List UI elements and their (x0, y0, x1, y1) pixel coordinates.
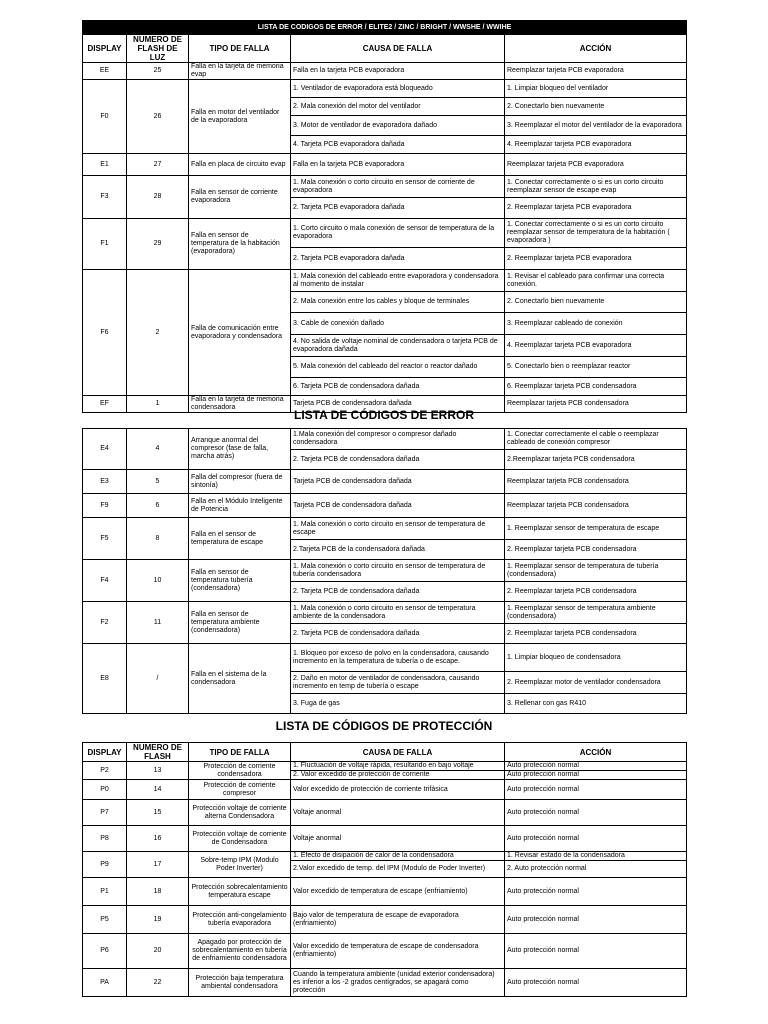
code-cell: F1 (83, 219, 127, 270)
action-cell: 2. Reemplazar tarjeta PCB evaporadora (505, 198, 687, 219)
cause-cell: 1. Mala conexión o corto circuito en sensor de corriente de evaporadora (291, 176, 505, 198)
cause-cell: Valor excedido de protección de corriente trifásica (291, 780, 505, 800)
action-cell: 1. Conectar correctamente el cable o reemplazar cableado de conexión compresor (505, 429, 687, 450)
action-cell: Auto protección normal (505, 800, 687, 826)
table-row (83, 429, 687, 450)
fault-type-cell: Falla en el Módulo Inteligente de Potencia (189, 494, 291, 518)
table-row (83, 602, 687, 624)
cause-cell: 4. No salida de voltaje nominal de condensadora o tarjeta PCB de evaporadora dañada (291, 335, 505, 357)
fault-type-cell: Falla en sensor de temperatura ambiente (condensadora) (189, 602, 291, 644)
flash-cell: 20 (127, 934, 189, 969)
action-cell: Reemplazar tarjeta PCB evaporadora (505, 63, 687, 80)
flash-cell: 22 (127, 969, 189, 997)
flash-cell: 27 (127, 154, 189, 176)
fault-type-cell: Falla de comunicación entre evaporadora y condensadora (189, 270, 291, 396)
action-cell: Reemplazar tarjeta PCB condensadora (505, 470, 687, 494)
action-cell: Reemplazar tarjeta PCB evaporadora (505, 154, 687, 176)
cause-cell: 6. Tarjeta PCB de condensadora dañada (291, 378, 505, 396)
action-cell: 2. Reemplazar tarjeta PCB evaporadora (505, 248, 687, 270)
table-row (83, 270, 687, 292)
header3-tipo: TIPO DE FALLA (189, 743, 291, 762)
code-cell: F5 (83, 518, 127, 560)
cause-cell: 2. Tarjeta PCB de condensadora dañada (291, 450, 505, 470)
code-cell: P1 (83, 878, 127, 906)
action-cell: 1. Conectar correctamente o si es un corto circuito reemplazar sensor de escape evap (505, 176, 687, 198)
fault-type-cell: Protección voltaje de corriente de Condensadora (189, 826, 291, 852)
action-cell: 2. Conectarlo bien nuevamente (505, 292, 687, 313)
action-cell: 1. Limpiar bloqueo del ventilador (505, 80, 687, 98)
code-cell: P7 (83, 800, 127, 826)
cause-cell: Tarjeta PCB de condensadora dañada (291, 470, 505, 494)
flash-cell: 29 (127, 219, 189, 270)
fault-type-cell: Protección anti-congelamiento tubería evaporadora (189, 906, 291, 934)
table-row (83, 800, 687, 826)
cause-cell: 5. Mala conexión del cableado del reactor o reactor dañado (291, 357, 505, 378)
action-cell: Reemplazar tarjeta PCB condensadora (505, 494, 687, 518)
cause-cell: Falla en la tarjeta PCB evaporadora (291, 63, 505, 80)
protection-codes-table (82, 742, 687, 997)
code-cell: F0 (83, 80, 127, 154)
code-cell: F4 (83, 560, 127, 602)
action-cell: 2. Auto protección normal (505, 861, 687, 878)
flash-cell: 26 (127, 80, 189, 154)
action-cell: 4. Reemplazar tarjeta PCB evaporadora (505, 335, 687, 357)
table-3-body (83, 762, 687, 997)
header-tipo: TIPO DE FALLA (189, 35, 291, 63)
action-cell: 3. Rellenar con gas R410 (505, 694, 687, 714)
cause-cell: Tarjeta PCB de condensadora dañada (291, 396, 505, 413)
fault-type-cell: Protección de corriente condensadora (189, 762, 291, 780)
section-protection-title: LISTA DE CÓDIGOS DE PROTECCIÓN (275, 719, 493, 733)
action-cell: 3. Reemplazar cableado de conexión (505, 313, 687, 335)
flash-cell: 1 (127, 396, 189, 413)
table-row (83, 644, 687, 672)
code-cell: F2 (83, 602, 127, 644)
action-cell: Auto protección normal (505, 906, 687, 934)
cause-cell: 2. Tarjeta PCB de condensadora dañada (291, 582, 505, 602)
cause-cell: 2. Mala conexión entre los cables y bloque de terminales (291, 292, 505, 313)
action-cell: 2. Reemplazar tarjeta PCB condensadora (505, 624, 687, 644)
cause-cell: 1.Mala conexión del compresor o compresor dañado condensadora (291, 429, 505, 450)
code-cell: P9 (83, 852, 127, 878)
fault-type-cell: Apagado por protección de sobrecalentamiento en tubería de enfriamiento condensadora (189, 934, 291, 969)
cause-cell: 1. Mala conexión del cableado entre evaporadora y condensadora al momento de instalar (291, 270, 505, 292)
error-codes-table-2 (82, 428, 687, 714)
cause-cell: 3. Motor de ventilador de evaporadora dañado (291, 116, 505, 136)
flash-cell: 16 (127, 826, 189, 852)
table-1-body (83, 63, 687, 413)
code-cell: E8 (83, 644, 127, 714)
action-cell: 5. Conectarlo bien o reemplazar reactor (505, 357, 687, 378)
cause-cell: 2.Valor excedido de temp. del IPM (Modulo de Poder Inverter) (291, 861, 505, 878)
code-cell: P6 (83, 934, 127, 969)
cause-cell: 1. Fluctuación de voltaje rápida, resultando en bajo voltaje (291, 762, 505, 771)
cause-cell: Tarjeta PCB de condensadora dañada (291, 494, 505, 518)
fault-type-cell: Arranque anormal del compresor (fase de falla, marcha atrás) (189, 429, 291, 470)
action-cell: 1. Reemplazar sensor de temperatura de tubería (condensadora) (505, 560, 687, 582)
fault-type-cell: Falla en sensor de temperatura de la habitación (evaporadora) (189, 219, 291, 270)
table-row (83, 518, 687, 540)
code-cell: F3 (83, 176, 127, 219)
table-row (83, 560, 687, 582)
cause-cell: 2. Daño en motor de ventilador de condensadora, causando incremento en temp de tubería o escape (291, 672, 505, 694)
action-cell: 3. Reemplazar el motor del ventilador de la evaporadora (505, 116, 687, 136)
action-cell: 2. Reemplazar tarjeta PCB condensadora (505, 540, 687, 560)
fault-type-cell: Falla en la tarjeta de memoria condensadora (189, 396, 291, 413)
flash-cell: / (127, 644, 189, 714)
action-cell: 1. Revisar estado de la condensadora (505, 852, 687, 861)
action-cell: Auto protección normal (505, 771, 687, 780)
code-cell: P0 (83, 780, 127, 800)
code-cell: EE (83, 63, 127, 80)
table-row (83, 906, 687, 934)
cause-cell: Voltaje anormal (291, 800, 505, 826)
flash-cell: 13 (127, 762, 189, 780)
code-cell: P5 (83, 906, 127, 934)
fault-type-cell: Falla en sensor de corriente evaporadora (189, 176, 291, 219)
action-cell: 2. Reemplazar tarjeta PCB condensadora (505, 582, 687, 602)
table-row (83, 762, 687, 771)
table-row (83, 63, 687, 80)
cause-cell: 3. Fuga de gas (291, 694, 505, 714)
header-causa: CAUSA DE FALLA (291, 35, 505, 63)
flash-cell: 14 (127, 780, 189, 800)
table-2-body (83, 429, 687, 714)
action-cell: 1. Reemplazar sensor de temperatura de escape (505, 518, 687, 540)
flash-cell: 2 (127, 270, 189, 396)
code-cell: P8 (83, 826, 127, 852)
cause-cell: 1. Mala conexión o corto circuito en sensor de temperatura ambiente de la condensadora (291, 602, 505, 624)
header3-causa: CAUSA DE FALLA (291, 743, 505, 762)
code-cell: F9 (83, 494, 127, 518)
table-row (83, 934, 687, 969)
cause-cell: 4. Tarjeta PCB evaporadora dañada (291, 136, 505, 154)
flash-cell: 8 (127, 518, 189, 560)
flash-cell: 11 (127, 602, 189, 644)
flash-cell: 17 (127, 852, 189, 878)
fault-type-cell: Falla del compresor (fuera de sintonía) (189, 470, 291, 494)
flash-cell: 4 (127, 429, 189, 470)
cause-cell: Valor excedido de temperatura de escape de condensadora (enfriamiento) (291, 934, 505, 969)
action-cell: 2. Conectarlo bien nuevamente (505, 98, 687, 116)
code-cell: P2 (83, 762, 127, 780)
banner-title: LISTA DE CODIGOS DE ERROR / ELITE2 / ZINC / BRIGHT / WWSHE / WWIHE (83, 21, 687, 35)
cause-cell: 2. Tarjeta PCB evaporadora dañada (291, 198, 505, 219)
action-cell: 1. Conectar correctamente o si es un corto circuito reemplazar sensor de temperatura de la habitación ( evaporadora ) (505, 219, 687, 248)
action-cell: 4. Reemplazar tarjeta PCB evaporadora (505, 136, 687, 154)
cause-cell: 1. Mala conexión o corto circuito en sensor de temperatura de tubería condensadora (291, 560, 505, 582)
table-row (83, 780, 687, 800)
table-row (83, 494, 687, 518)
cause-cell: 2. Tarjeta PCB evaporadora dañada (291, 248, 505, 270)
table-row (83, 219, 687, 248)
flash-cell: 19 (127, 906, 189, 934)
header-display: DISPLAY (83, 35, 127, 63)
code-cell: EF (83, 396, 127, 413)
table-row (83, 80, 687, 98)
flash-cell: 15 (127, 800, 189, 826)
table-row (83, 878, 687, 906)
fault-type-cell: Falla en la tarjeta de memoria evap (189, 63, 291, 80)
code-cell: F6 (83, 270, 127, 396)
action-cell: Auto protección normal (505, 780, 687, 800)
flash-cell: 18 (127, 878, 189, 906)
action-cell: Auto protección normal (505, 878, 687, 906)
action-cell: Auto protección normal (505, 762, 687, 771)
flash-cell: 6 (127, 494, 189, 518)
fault-type-cell: Falla en motor del ventilador de la evaporadora (189, 80, 291, 154)
header-accion: ACCIÓN (505, 35, 687, 63)
action-cell: 2. Reemplazar motor de ventilador condensadora (505, 672, 687, 694)
fault-type-cell: Protección sobrecalentamiento temperatura escape (189, 878, 291, 906)
cause-cell: Valor excedido de temperatura de escape (enfriamiento) (291, 878, 505, 906)
cause-cell: Falla en la tarjeta PCB evaporadora (291, 154, 505, 176)
code-cell: E4 (83, 429, 127, 470)
action-cell: Reemplazar tarjeta PCB condensadora (505, 396, 687, 413)
fault-type-cell: Sobre-temp IPM (Modulo Poder Inverter) (189, 852, 291, 878)
table-row (83, 176, 687, 198)
table-row (83, 470, 687, 494)
table-row (83, 154, 687, 176)
table-row (83, 852, 687, 861)
table-row (83, 969, 687, 997)
cause-cell: 1. Bloqueo por exceso de polvo en la condensadora, causando incremento en la temperatura de tubería o de escape. (291, 644, 505, 672)
cause-cell: 2. Valor excedido de protección de corriente (291, 771, 505, 780)
cause-cell: 1. Efecto de disipación de calor de la condensadora (291, 852, 505, 861)
cause-cell: Voltaje anormal (291, 826, 505, 852)
cause-cell: 1. Mala conexión o corto circuito en sensor de temperatura de escape (291, 518, 505, 540)
flash-cell: 28 (127, 176, 189, 219)
action-cell: 6. Reemplazar tarjeta PCB condensadora (505, 378, 687, 396)
cause-cell: 3. Cable de conexión dañado (291, 313, 505, 335)
cause-cell: 2.Tarjeta PCB de la condensadora dañada (291, 540, 505, 560)
fault-type-cell: Protección de corriente compresor (189, 780, 291, 800)
cause-cell: Cuando la temperatura ambiente (unidad exterior condensadora) es inferior a los -2 grados centígrados, se apagará como protección (291, 969, 505, 997)
header-flash: NUMERO DE FLASH DE LUZ (127, 35, 189, 63)
fault-type-cell: Protección voltaje de corriente alterna Condensadora (189, 800, 291, 826)
action-cell: Auto protección normal (505, 826, 687, 852)
action-cell: 2.Reemplazar tarjeta PCB condensadora (505, 450, 687, 470)
cause-cell: 2. Tarjeta PCB de condensadora dañada (291, 624, 505, 644)
code-cell: E1 (83, 154, 127, 176)
fault-type-cell: Falla en el sensor de temperatura de escape (189, 518, 291, 560)
fault-type-cell: Falla en placa de circuito evap (189, 154, 291, 176)
cause-cell: Bajo valor de temperatura de escape de evaporadora (enfriamiento) (291, 906, 505, 934)
fault-type-cell: Falla en el sistema de la condensadora (189, 644, 291, 714)
flash-cell: 10 (127, 560, 189, 602)
code-cell: E3 (83, 470, 127, 494)
action-cell: 1. Revisar el cableado para confirmar una correcta conexión. (505, 270, 687, 292)
flash-cell: 5 (127, 470, 189, 494)
header3-accion: ACCIÓN (505, 743, 687, 762)
fault-type-cell: Protección baja temperatura ambiental condensadora (189, 969, 291, 997)
table-row (83, 826, 687, 852)
action-cell: 1. Limpiar bloqueo de condensadora (505, 644, 687, 672)
cause-cell: 1. Ventilador de evaporadora está bloqueado (291, 80, 505, 98)
flash-cell: 25 (127, 63, 189, 80)
error-codes-table-1 (82, 20, 687, 413)
fault-type-cell: Falla en sensor de temperatura tubería (condensadora) (189, 560, 291, 602)
cause-cell: 1. Corto circuito o mala conexión de sensor de temperatura de la evaporadora (291, 219, 505, 248)
action-cell: 1. Reemplazar sensor de temperatura ambiente (condensadora) (505, 602, 687, 624)
action-cell: Auto protección normal (505, 969, 687, 997)
section-error-title: LISTA DE CÓDIGOS DE ERROR (293, 408, 474, 422)
code-cell: PA (83, 969, 127, 997)
header3-display: DISPLAY (83, 743, 127, 762)
header3-flash: NUMERO DE FLASH (127, 743, 189, 762)
cause-cell: 2. Mala conexión del motor del ventilador (291, 98, 505, 116)
action-cell: Auto protección normal (505, 934, 687, 969)
